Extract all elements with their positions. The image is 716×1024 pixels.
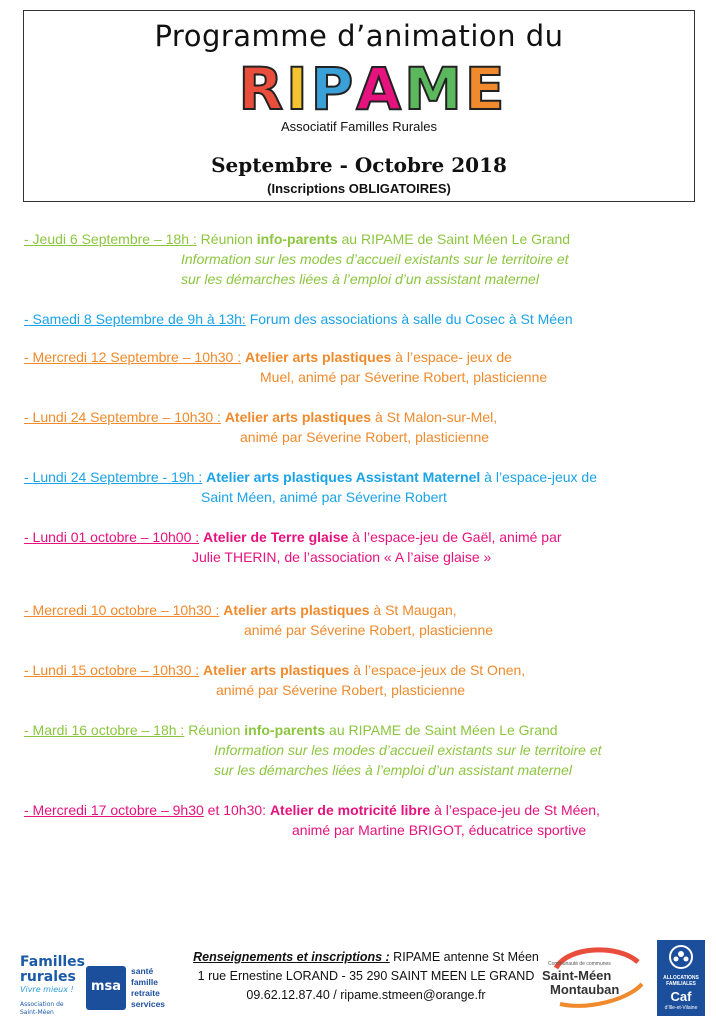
event-item (24, 467, 597, 487)
event-detail: Julie THERIN, de l’association « A l’aise glaise » (192, 549, 492, 565)
logo-letter: P (310, 55, 355, 123)
event-date: - Lundi 24 Septembre – 10h30 : (24, 409, 221, 425)
event-item (24, 660, 525, 680)
header-box (23, 10, 695, 202)
event-date: - Lundi 15 octobre – 10h30 : (24, 662, 200, 678)
event-detail: Muel, animé par Séverine Robert, plasticienne (260, 369, 548, 385)
caf-top: ALLOCATIONS FAMILIALES (663, 975, 699, 987)
event-text: Réunion (196, 231, 257, 247)
event-text: à l’espace-jeux de St Onen, (349, 662, 526, 678)
fr-line2: rurales (20, 969, 76, 985)
event-text: à St Maugan, (369, 602, 457, 618)
event-date: - Lundi 01 octobre – 10h00 : (24, 529, 200, 545)
logo-letter: A (356, 55, 403, 123)
period-title: Septembre - Octobre 2018 (211, 153, 507, 177)
footer-line (186, 948, 546, 967)
event-text: à l’espace-jeu de St Méen, (430, 802, 600, 818)
event-date: - Mercredi 17 octobre – 9h30 (24, 802, 204, 818)
footer-label-after: RIPAME antenne St Méen (389, 950, 539, 964)
event-item (24, 800, 600, 820)
event-detail: animé par Séverine Robert, plasticienne (244, 622, 494, 638)
event-detail-text: Information sur les modes d’accueil existants sur le territoire et (181, 251, 569, 267)
fr-line1: Familles (20, 954, 86, 970)
event-date: - Mercredi 12 Septembre – 10h30 : (24, 349, 242, 365)
event-text: et 10h30: (203, 802, 270, 818)
event-detail-text: sur les démarches liées à l’emploi d’un assistant maternel (181, 271, 539, 287)
event-text: à St Malon-sur-Mel, (371, 409, 498, 425)
event-detail: Saint Méen, animé par Séverine Robert (201, 489, 447, 505)
event-highlight: Atelier arts plastiques (203, 662, 350, 678)
event-detail (181, 249, 569, 269)
event-text: à l’espace-jeux de (480, 469, 598, 485)
caf-mark: Caf (670, 989, 692, 1004)
event-detail: animé par Séverine Robert, plasticienne (216, 682, 466, 698)
event-text: au RIPAME de Saint Méen Le Grand (325, 722, 558, 738)
event-item (24, 229, 570, 249)
event-item (24, 600, 457, 620)
event-highlight: Atelier arts plastiques Assistant Maternel (206, 469, 481, 485)
event-highlight: Atelier de motricité libre (269, 802, 431, 818)
event-detail (214, 760, 572, 780)
msa-line: retraite (131, 988, 160, 998)
ccs-line1: Saint-Méen (542, 968, 612, 983)
registration-note: (Inscriptions OBLIGATOIRES) (267, 181, 451, 196)
fr-assoc: Association de Saint-Méen (20, 1001, 64, 1016)
page-title: Programme d’animation du (154, 19, 564, 53)
event-detail (181, 269, 539, 289)
event-highlight: Atelier arts plastiques (224, 409, 372, 425)
event-item (24, 720, 558, 740)
event-text: Réunion (184, 722, 245, 738)
logo-letter: M (404, 55, 463, 123)
event-highlight: info-parents (244, 722, 326, 738)
subtitle: Associatif Familles Rurales (280, 119, 438, 134)
event-item (24, 347, 512, 367)
ripame-logo (238, 55, 506, 123)
event-detail (214, 740, 602, 760)
event-highlight: info-parents (256, 231, 338, 247)
event-highlight: Atelier de Terre glaise (203, 529, 349, 545)
event-date: - Lundi 24 Septembre - 19h : (24, 469, 203, 485)
footer-address: 1 rue Ernestine LORAND - 35 290 SAINT MEEN LE GRAND (197, 969, 535, 983)
event-highlight: Atelier arts plastiques (223, 602, 370, 618)
event-detail-text: Information sur les modes d’accueil existants sur le territoire et (214, 742, 602, 758)
event-date: - Mercredi 10 octobre – 10h30 : (24, 602, 220, 618)
logo-letter: E (464, 55, 506, 123)
caf-region: d’Ille-et-Vilaine (664, 1005, 698, 1011)
caf-logo (657, 940, 705, 1016)
ccs-small: Communauté de communes (548, 961, 611, 967)
event-date: - Jeudi 6 Septembre – 18h : (24, 231, 197, 247)
event-highlight: Atelier arts plastiques (245, 349, 392, 365)
fr-slogan: Vivre mieux ! (20, 985, 74, 994)
msa-line: famille (131, 977, 158, 987)
msa-block (86, 966, 126, 1010)
msa-line: santé (131, 966, 154, 976)
event-date: - Mardi 16 octobre – 18h : (24, 722, 185, 738)
event-detail-text: sur les démarches liées à l’emploi d’un assistant maternel (214, 762, 572, 778)
msa-line: services (131, 999, 166, 1009)
logo-letter: I (286, 55, 309, 123)
event-detail: animé par Martine BRIGOT, éducatrice sportive (292, 822, 587, 838)
familles-rurales-logo (20, 954, 86, 1019)
event-item (24, 527, 562, 547)
logo-letter: R (238, 55, 285, 123)
msa-logo (86, 966, 181, 1012)
footer-label: Renseignements et inscriptions : (193, 950, 390, 964)
msa-mark: msa (90, 979, 122, 994)
event-text: au RIPAME de Saint Méen Le Grand (337, 231, 571, 247)
event-item (24, 407, 497, 427)
event-text: à l’espace- jeux de (391, 349, 512, 365)
event-date: - Samedi 8 Septembre de 9h à 13h: (24, 311, 246, 327)
msa-lines (131, 966, 165, 1010)
event-detail: animé par Séverine Robert, plasticienne (240, 429, 490, 445)
event-text: à l’espace-jeu de Gaël, animé par (348, 529, 562, 545)
caf-emblem-icon (666, 944, 696, 970)
footer-contact-line: 09.62.12.87.40 / ripame.stmeen@orange.fr (246, 988, 486, 1002)
event-item (24, 309, 573, 329)
event-text: Forum des associations à salle du Cosec à St Méen (245, 311, 573, 327)
communaute-communes-logo (538, 944, 654, 1008)
footer-contact (186, 948, 546, 1005)
ccs-line2: Montauban (550, 982, 620, 997)
